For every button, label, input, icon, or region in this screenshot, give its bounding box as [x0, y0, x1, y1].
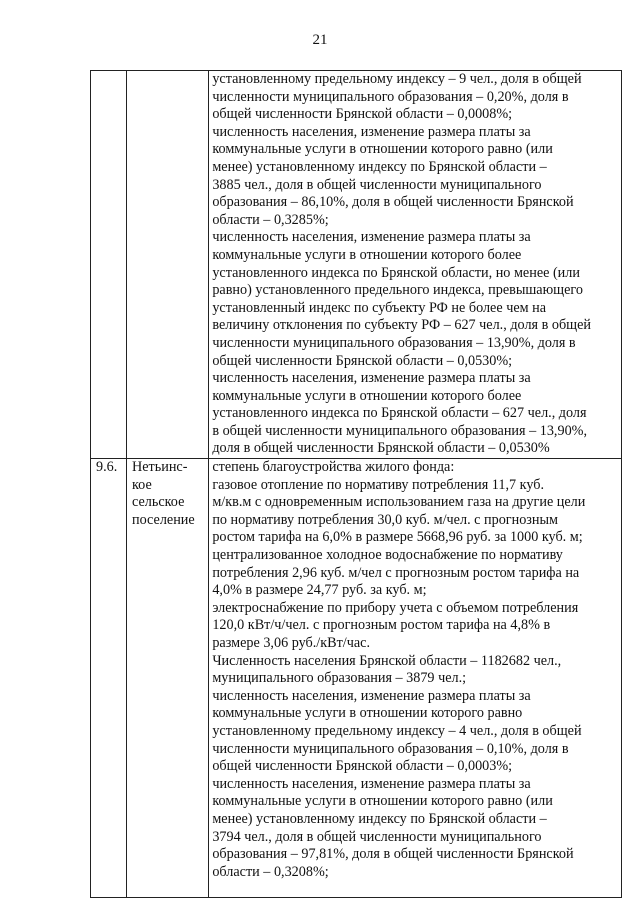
row-number-cell — [91, 459, 127, 898]
row-number: 9.6. — [96, 459, 118, 476]
description-line: коммунальные услуги в отношении которого равно (или — [212, 793, 553, 810]
description-line: 120,0 кВт/ч/чел. с прогнозным ростом тарифа на 4,8% в — [212, 617, 551, 634]
description-line: величину отклонения по субъекту РФ – 627 чел., доля в общей — [212, 317, 591, 334]
description-line: численность населения, изменение размера платы за — [212, 229, 531, 246]
description-line: газовое отопление по нормативу потребления 11,7 куб. — [212, 476, 545, 493]
description-line: образования – 86,10%, доля в общей численности Брянской — [212, 194, 574, 211]
description-line: доля в общей численности Брянской области – 0,0530% — [212, 440, 550, 457]
description-line: коммунальные услуги в отношении которого равно (или — [212, 141, 553, 158]
description-line: образования – 97,81%, доля в общей численности Брянской — [212, 846, 574, 863]
description-line: установленному предельному индексу – 9 чел., доля в общей — [212, 71, 582, 87]
municipality-name-cell — [127, 71, 209, 459]
description-line: общей численности Брянской области – 0,0003%; — [212, 758, 513, 775]
description-line: общей численности Брянской области – 0,0008%; — [212, 106, 513, 123]
description-line: области – 0,3285%; — [212, 211, 329, 228]
description-line: Численность населения Брянской области – 1182682 чел., — [212, 652, 562, 669]
description-line: численность населения, изменение размера платы за — [212, 687, 531, 704]
description-line: численности муниципального образования – 0,20%, доля в — [212, 88, 569, 105]
page-number: 21 — [312, 32, 328, 48]
description-line: численности муниципального образования – 13,90%, доля в — [212, 334, 576, 351]
document-table — [90, 70, 622, 898]
description-line: по нормативу потребления 30,0 куб. м/чел. с прогнозным — [212, 511, 558, 528]
description-line: потребления 2,96 куб. м/чел с прогнозным ростом тарифа на — [212, 564, 580, 581]
description-line: 4,0% в размере 24,77 руб. за куб. м; — [212, 582, 427, 599]
description-line: численность населения, изменение размера платы за — [212, 775, 531, 792]
row-number-cell — [91, 71, 127, 459]
municipality-name-line: Нетьинс- — [132, 459, 188, 476]
description-line: коммунальные услуги в отношении которого равно — [212, 705, 523, 722]
description-line: установленного индекса по Брянской области, но менее (или — [212, 264, 580, 281]
description-cell — [209, 71, 622, 459]
municipality-name-line: поселение — [132, 511, 195, 528]
description-cell — [209, 459, 622, 898]
description-line: централизованное холодное водоснабжение по нормативу — [212, 547, 563, 564]
description-line: установленный индекс по субъекту РФ не более чем на — [212, 299, 547, 316]
table-row — [91, 71, 622, 459]
description-line: 3794 чел., доля в общей численности муниципального — [212, 828, 542, 845]
description-line: электроснабжение по прибору учета с объемом потребления — [212, 599, 579, 616]
municipality-name-line: кое — [132, 476, 152, 493]
description-line: м/кв.м с одновременным использованием газа на другие цели — [212, 494, 586, 511]
description-line: размере 3,06 руб./кВт/час. — [212, 635, 371, 651]
description-line: общей численности Брянской области – 0,0530%; — [212, 352, 513, 369]
municipality-name-line: сельское — [132, 494, 185, 511]
description-line: численность населения, изменение размера платы за — [212, 123, 531, 140]
description-line: муниципального образования – 3879 чел.; — [212, 670, 467, 687]
description-line: численности муниципального образования – 0,10%, доля в — [212, 740, 569, 757]
description-line: менее) установленному индексу по Брянской области – — [212, 158, 547, 175]
description-line: установленного индекса по Брянской области – 627 чел., доля — [212, 405, 587, 422]
description-line: установленному предельному индексу – 4 чел., доля в общей — [212, 722, 582, 739]
municipality-name-cell — [127, 459, 209, 898]
description-line: степень благоустройства жилого фонда: — [212, 459, 455, 476]
description-line: области – 0,3208%; — [212, 863, 329, 880]
description-line: коммунальные услуги в отношении которого более — [212, 246, 522, 263]
description-line: коммунальные услуги в отношении которого более — [212, 387, 522, 404]
description-line: 3885 чел., доля в общей численности муниципального — [212, 176, 542, 193]
description-line: ростом тарифа на 6,0% в размере 5668,96 руб. за 1000 куб. м; — [212, 529, 583, 546]
description-line: численность населения, изменение размера платы за — [212, 370, 531, 387]
description-line: в общей численности муниципального образования – 13,90%, — [212, 422, 588, 439]
description-line: менее) установленному индексу по Брянской области – — [212, 810, 547, 827]
table-row — [91, 459, 622, 898]
description-line: равно) установленного предельного индекса, превышающего — [212, 282, 583, 299]
